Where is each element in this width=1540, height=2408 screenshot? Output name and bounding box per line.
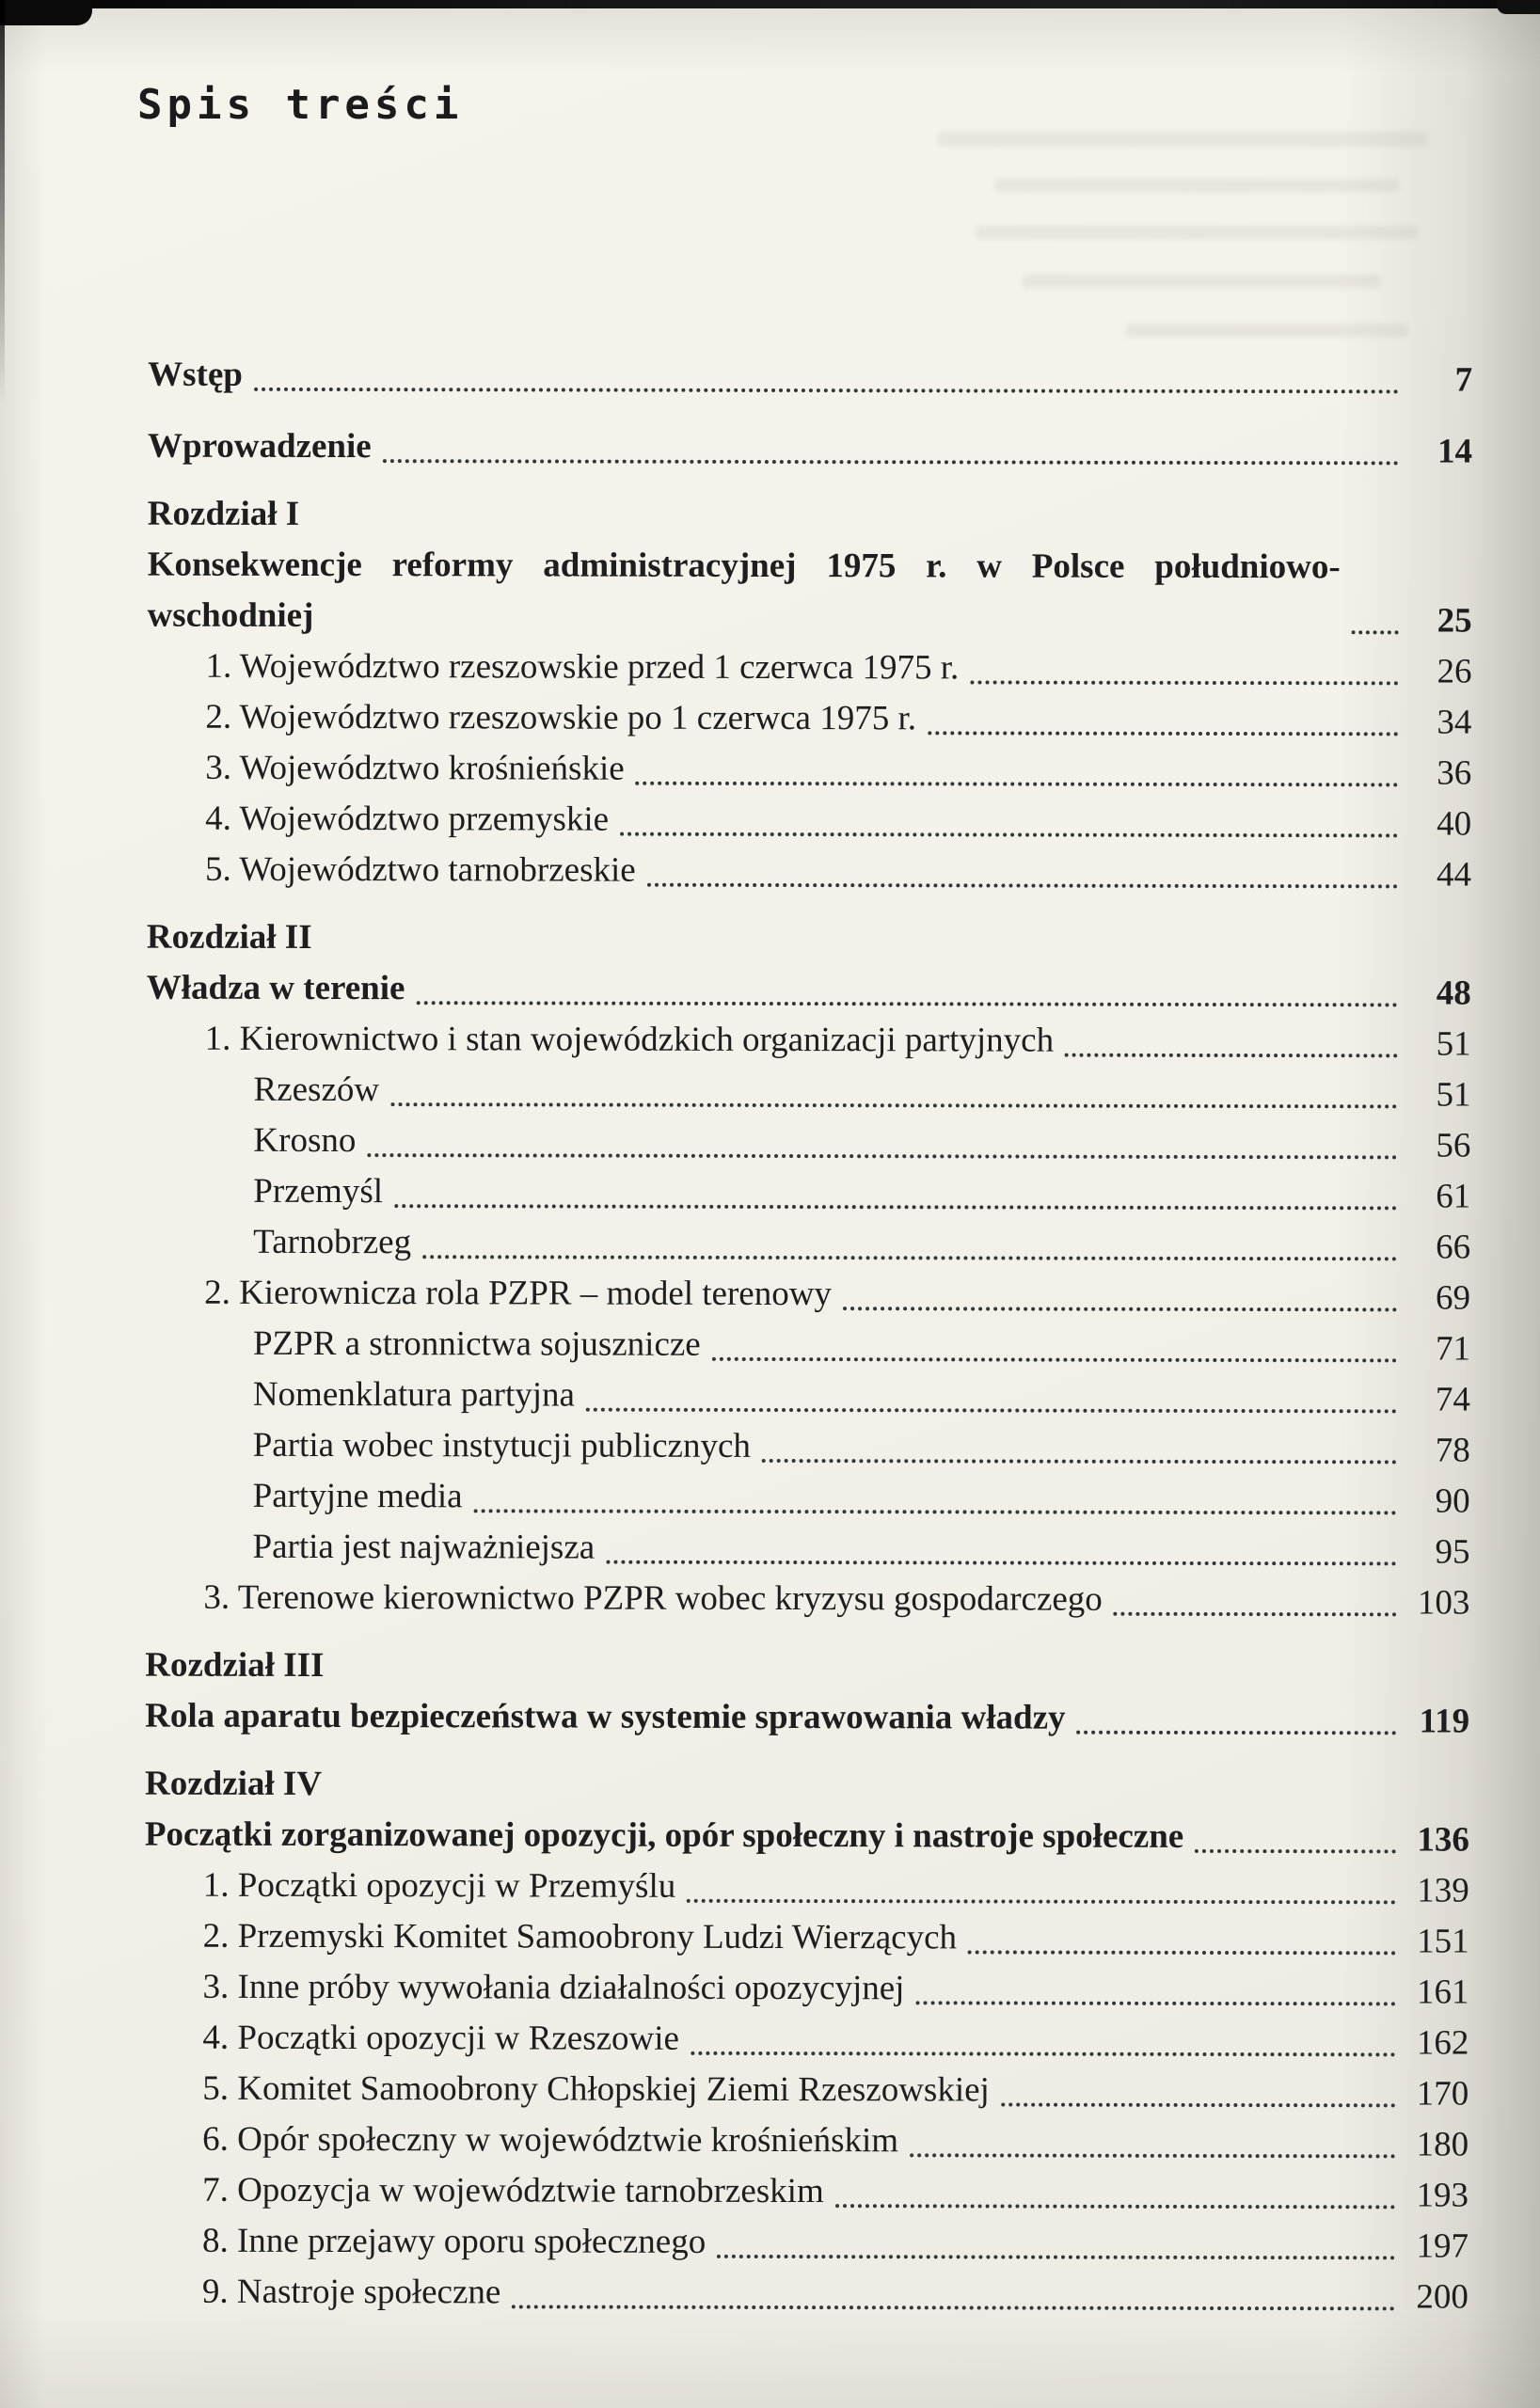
toc-page-number: 40	[1437, 804, 1472, 844]
dot-leader	[1114, 1612, 1397, 1617]
toc-entry	[205, 743, 1471, 797]
toc-entry-label: 3. Terenowe kierownictwo PZPR wobec kryzysu gospodarczego	[203, 1577, 1103, 1619]
toc-entry	[204, 1268, 1470, 1322]
toc-section-heading	[145, 1640, 1469, 1694]
dot-leader	[691, 2052, 1395, 2057]
dot-leader	[1076, 1731, 1396, 1735]
toc-section-heading	[145, 1759, 1469, 1813]
toc-section-heading	[147, 912, 1471, 966]
dot-leader	[762, 1459, 1397, 1464]
toc-entry	[253, 1217, 1470, 1271]
dot-leader	[647, 883, 1398, 889]
toc-page-number: 193	[1416, 2176, 1469, 2215]
toc-entry	[148, 421, 1472, 475]
toc-page-number: 90	[1435, 1481, 1470, 1521]
toc-entry	[145, 1810, 1469, 1863]
toc-page-number: 14	[1437, 432, 1473, 471]
toc-entry-label: Nomenklatura partyjna	[252, 1374, 576, 1415]
toc-entry-label: 1. Województwo rzeszowskie przed 1 czerwca 1975 r.	[205, 646, 960, 688]
toc-entry	[148, 540, 1472, 644]
dot-leader	[1001, 2103, 1395, 2108]
toc-page-number: 36	[1437, 753, 1472, 793]
bleed-through-artifact	[1126, 324, 1408, 337]
toc-entry-label: Rzeszów	[253, 1069, 380, 1110]
scan-corner-top-left	[0, 0, 92, 25]
toc-list	[0, 349, 1540, 2320]
toc-entry	[145, 1691, 1469, 1745]
toc-entry-label: 1. Początki opozycji w Przemyślu	[202, 1865, 676, 1906]
toc-entry-label: 2. Województwo rzeszowskie po 1 czerwca 1975 r.	[205, 697, 917, 738]
toc-entry	[202, 2165, 1469, 2219]
toc-page-number: 44	[1436, 855, 1472, 895]
toc-entry-label: 1. Kierownictwo i stan wojewódzkich organizacji partyjnych	[204, 1019, 1055, 1060]
toc-entry	[202, 2115, 1469, 2168]
toc-entry-label: Partia wobec instytucji publicznych	[252, 1425, 751, 1465]
toc-entry	[148, 350, 1472, 404]
toc-page-number: 170	[1416, 2074, 1469, 2114]
dot-leader	[512, 2305, 1395, 2310]
toc-entry	[205, 642, 1471, 695]
scan-corner-top-right	[1497, 0, 1540, 14]
dot-leader	[422, 1255, 1397, 1260]
toc-entry-label: Rozdział II	[146, 917, 312, 957]
dot-leader	[367, 1153, 1397, 1159]
toc-entry-label: 3. Województwo krośnieńskie	[205, 748, 625, 788]
toc-entry-label: Tarnobrzeg	[253, 1222, 412, 1262]
toc-entry	[203, 1573, 1469, 1626]
toc-entry-label: Partia jest najważniejsza	[252, 1527, 595, 1567]
scan-edge-top	[0, 0, 1540, 8]
toc-entry	[253, 1166, 1470, 1220]
toc-page-number: 56	[1436, 1126, 1471, 1165]
toc-page-number: 48	[1436, 974, 1471, 1013]
toc-entry	[253, 1420, 1470, 1474]
toc-entry-label: Początki zorganizowanej opozycji, opór społeczny i nastroje społeczne	[144, 1814, 1184, 1856]
toc-page-number: 26	[1437, 652, 1472, 691]
toc-entry	[203, 1861, 1469, 1914]
dot-leader	[928, 731, 1398, 736]
toc-page-number: 74	[1435, 1380, 1470, 1419]
toc-page-number: 162	[1416, 2023, 1469, 2063]
dot-leader	[968, 1950, 1396, 1955]
dot-leader	[915, 2001, 1395, 2005]
toc-page-number: 180	[1416, 2125, 1469, 2164]
dot-leader	[717, 2255, 1395, 2260]
toc-page-number: 197	[1416, 2226, 1469, 2266]
dot-leader	[1352, 630, 1399, 634]
toc-entry	[253, 1116, 1470, 1169]
toc-entry-label: 8. Inne przejawy oporu społecznego	[201, 2221, 706, 2261]
toc-page-number: 61	[1436, 1177, 1471, 1216]
toc-entry-label: Wstęp	[148, 355, 243, 394]
toc-entry-label: 5. Województwo tarnobrzeskie	[204, 849, 636, 890]
toc-entry	[203, 1911, 1469, 1965]
toc-page-number: 66	[1436, 1228, 1471, 1267]
dot-leader	[606, 1560, 1396, 1566]
toc-entry-label: 3. Inne próby wywołania działalności opozycyjnej	[202, 1967, 905, 2008]
dot-leader	[586, 1408, 1397, 1414]
toc-entry-label: 9. Nastroje społeczne	[201, 2272, 501, 2312]
toc-page-number: 78	[1435, 1431, 1470, 1470]
toc-page-number: 7	[1454, 360, 1473, 400]
toc-page-number: 71	[1435, 1329, 1471, 1369]
dot-leader	[390, 1102, 1397, 1108]
bleed-through-artifact	[938, 132, 1427, 147]
toc-entry-label: 2. Kierownicza rola PZPR – model terenowy	[204, 1273, 833, 1314]
toc-page-number: 51	[1436, 1024, 1471, 1064]
toc-entry	[205, 845, 1471, 898]
toc-entry	[147, 963, 1471, 1017]
toc-page-number: 69	[1436, 1278, 1471, 1318]
toc-entry-label: 5. Komitet Samoobrony Chłopskiej Ziemi Rzeszowskiej	[202, 2068, 990, 2110]
toc-entry-label: Rozdział I	[147, 494, 300, 533]
toc-entry-label: 4. Początki opozycji w Rzeszowie	[202, 2018, 680, 2058]
dot-leader	[620, 832, 1398, 838]
toc-page-number: 161	[1416, 1972, 1469, 2012]
toc-entry	[252, 1522, 1469, 1576]
dot-leader	[835, 2204, 1395, 2209]
toc-entry-label: 6. Opór społeczny w województwie krośnieńskim	[202, 2119, 899, 2161]
toc-section-heading	[148, 489, 1472, 543]
toc-entry	[253, 1319, 1470, 1372]
toc-page-number: 151	[1417, 1922, 1469, 1961]
toc-entry-label: PZPR a stronnictwa sojusznicze	[252, 1323, 701, 1364]
toc-entry	[202, 2216, 1469, 2270]
page-title: Spis treści	[137, 81, 464, 129]
toc-entry	[253, 1065, 1470, 1118]
toc-page-number: 119	[1419, 1702, 1470, 1741]
toc-entry-label: Władza w terenie	[146, 968, 405, 1008]
dot-leader	[636, 782, 1399, 787]
toc-page-number: 34	[1437, 703, 1472, 742]
dot-leader	[712, 1357, 1397, 1363]
toc-page-number: 103	[1417, 1583, 1470, 1623]
dot-leader	[254, 388, 1399, 394]
dot-leader	[687, 1899, 1396, 1905]
dot-leader	[910, 2153, 1395, 2158]
dot-leader	[970, 680, 1398, 685]
toc-entry-label: 4. Województwo przemyskie	[205, 799, 610, 839]
toc-entry-label: 7. Opozycja w województwie tarnobrzeskim	[202, 2170, 824, 2211]
toc-entry	[253, 1471, 1470, 1525]
toc-entry	[205, 1014, 1471, 1068]
toc-entry-label: Przemyśl	[253, 1171, 384, 1212]
toc-entry	[202, 2267, 1469, 2321]
toc-entry	[202, 2064, 1469, 2117]
toc-entry-label: Rozdział III	[145, 1645, 325, 1686]
toc-page-number: 95	[1435, 1532, 1470, 1572]
toc-entry-label: Krosno	[253, 1120, 357, 1161]
toc-entry-label: Rola aparatu bezpieczeństwa w systemie sprawowania władzy	[145, 1696, 1066, 1737]
toc-entry	[202, 2013, 1469, 2067]
dot-leader	[1195, 1849, 1396, 1853]
toc-entry-label: Partyjne media	[252, 1476, 463, 1516]
toc-entry	[202, 1962, 1469, 2016]
dot-leader	[383, 459, 1399, 465]
dot-leader	[474, 1509, 1397, 1514]
dot-leader	[394, 1204, 1397, 1210]
toc-entry	[205, 692, 1471, 746]
bleed-through-artifact	[976, 226, 1418, 239]
toc-page-number: 136	[1417, 1820, 1469, 1860]
dot-leader	[416, 1001, 1397, 1006]
toc-entry-label: Wprowadzenie	[147, 426, 372, 467]
bleed-through-artifact	[1023, 275, 1380, 288]
toc-page-number: 25	[1437, 601, 1472, 641]
toc-entry	[205, 794, 1471, 848]
toc-entry-label: Rozdział IV	[144, 1764, 323, 1804]
toc-page-number: 139	[1417, 1871, 1469, 1910]
toc-entry-label: 2. Przemyski Komitet Samoobrony Ludzi Wierzących	[202, 1916, 958, 1957]
toc-page-number: 200	[1416, 2277, 1469, 2317]
bleed-through-artifact	[994, 179, 1399, 192]
scan-edge-left	[0, 0, 5, 404]
toc-entry	[253, 1370, 1470, 1423]
toc-entry-label: Konsekwencje reformy administracyjnej 1975 r. w Polsce południowo-wschodniej	[147, 545, 1341, 635]
dot-leader	[1065, 1054, 1398, 1058]
toc-page-number: 51	[1436, 1075, 1471, 1115]
dot-leader	[843, 1307, 1397, 1311]
